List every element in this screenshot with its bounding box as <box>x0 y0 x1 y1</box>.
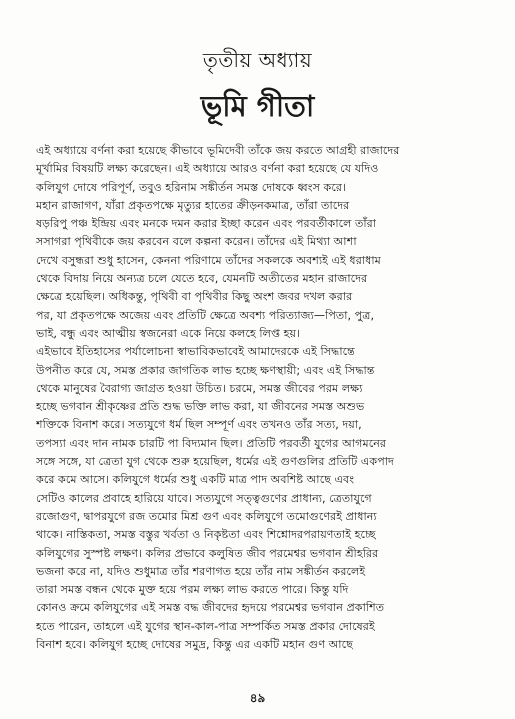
text-line: তপস্যা এবং দান নামক চারটি পা বিদ্যমান ছিল। প্রতিটি পরবর্তী যুগের আগমনের <box>36 436 387 450</box>
text-line: ক্ষেত্রে হয়েছিল। অধিকন্তু, পৃথিবী বা পৃথিবীর কিছু অংশ জবর দখল করার <box>36 290 353 304</box>
chapter-label: তৃতীয় অধ্যায় <box>202 48 313 72</box>
chapter-title: ভূমি গীতা <box>200 89 315 123</box>
paragraph-1 <box>36 142 482 197</box>
text-line: হচ্ছে ভগবান শ্রীকৃষ্ণের প্রতি শুদ্ধ ভক্তি লাভ করা, যা জীবনের সমস্ত অশুভ <box>36 400 365 414</box>
text-line: এই অধ্যায়ে বর্ণনা করা হয়েছে কীভাবে ভূমিদেবী তাঁকে জয় করতে আগ্রহী রাজাদের <box>36 144 400 157</box>
text-line: দেখে বসুন্ধরা শুধু হাসেন, কেননা পরিণামে তাঁদের সকলকে অবশ্যই এই ধরাধাম <box>36 253 381 267</box>
text-line: শক্তিকে বিনাশ করে। সত্যযুগে ধর্ম ছিল সম্পূর্ণ এবং তখনও তাঁর সত্য, দয়া, <box>36 418 362 432</box>
text-line: পর, যা প্রকৃতপক্ষে অজেয় এবং প্রতিটি ক্ষেত্রে অবশ্য পরিত্যাজ্য—পিতা, পুত্র, <box>36 308 375 322</box>
text-line: হতে পারেন, তাহলে এই যুগের স্থান-কাল-পাত্র সম্পর্কিত সমস্ত প্রকার দোষেরই <box>36 619 375 633</box>
paragraph-3 <box>36 343 482 654</box>
text-line: ভাই, বন্ধু এবং আত্মীয় স্বজনেরা একে নিয়ে কলহে লিপ্ত হয়। <box>36 326 301 340</box>
text-line: থেকে বিদায় নিয়ে অন্যত্র চলে যেতে হবে, যেমনটি অতীতের মহান রাজাদের <box>36 272 368 286</box>
text-line: করে কমে আসে। কলিযুগে ধর্মের শুধু একটি মাত্র পাদ অবশিষ্ট আছে এবং <box>36 473 355 487</box>
paragraph-2 <box>36 197 482 343</box>
text-line: তারা সমস্ত বন্ধন থেকে মুক্ত হয়ে পরম লক্ষ্য লাভ করতে পারে। কিন্তু যদি <box>36 583 349 597</box>
text-line: উপনীত করে যে, সমস্ত প্রকার জাগতিক লাভ হচ্ছে ক্ষণস্থায়ী; এবং এই সিদ্ধান্ত <box>36 363 375 377</box>
text-line: কোনও ক্রমে কলিযুগের এই সমস্ত বদ্ধ জীবদের হৃদয়ে পরমেশ্বর ভগবান প্রকাশিত <box>36 601 385 615</box>
page-number: ৪৯ <box>249 691 266 705</box>
text-line: সেটিও কালের প্রবাহে হারিয়ে যাবে। সত্যযুগে সত্ত্বগুণের প্রাধান্য, ত্রেতাযুগে <box>36 491 372 505</box>
text-line: থাকে। নাস্তিকতা, সমস্ত বস্তুর খর্বতা ও নিকৃষ্টতা এবং শিশ্নোদরপরায়ণতাই হচ্ছে <box>36 528 376 542</box>
text-line: মূর্খামির বিষয়টি লক্ষ্য করেছেন। এই অধ্যায়ে আরও বর্ণনা করা হয়েছে যে যদিও <box>36 162 379 176</box>
text-line: ষড়রিপু পঞ্চ ইন্দ্রিয় এবং মনকে দমন করার ইচ্ছা করেন এবং পরবর্তীকালে তাঁরা <box>36 217 377 231</box>
body-text <box>36 142 482 654</box>
text-line: বিনাশ হবে। কলিযুগ হচ্ছে দোষের সমুদ্র, কিন্তু এর একটি মহান গুণ আছে <box>36 638 353 652</box>
text-line: ভজনা করে না, যদিও শুধুমাত্র তাঁর শরণাগত হয়ে তাঁর নাম সঙ্কীর্তন করলেই <box>36 564 366 578</box>
text-line: কলিযুগের সুস্পষ্ট লক্ষণ। কলির প্রভাবে কলুষিত জীব পরমেশ্বর ভগবান শ্রীহরির <box>36 546 379 560</box>
text-line: কলিযুগ দোষে পরিপূর্ণ, তবুও হরিনাম সঙ্কীর্তন সমস্ত দোষকে ধ্বংস করে। <box>36 180 346 194</box>
text-line: মহান রাজাগণ, যাঁরা প্রকৃতপক্ষে মৃত্যুর হাতের ক্রীড়নকমাত্র, তাঁরা তাদের <box>36 198 350 212</box>
text-line: থেকে মানুষের বৈরাগ্য জাগ্রত হওয়া উচিত। চরমে, সমস্ত জীবের পরম লক্ষ্য <box>36 381 363 395</box>
text-line: সসাগরা পৃথিবীকে জয় করবেন বলে কল্পনা করেন। তাঁদের এই মিথ্যা আশা <box>36 235 357 249</box>
text-line: রজোগুণ, দ্বাপরযুগে রজ তমোর মিশ্র গুণ এবং কলিযুগে তমোগুণেরই প্রাধান্য <box>36 509 377 523</box>
text-line: এইভাবে ইতিহাসের পর্যালোচনা স্বাভাবিকভাবেই আমাদেরকে এই সিদ্ধান্তে <box>36 345 355 359</box>
text-line: সঙ্গে সঙ্গে, যা ত্রেতা যুগ থেকে শুরু হয়েছিল, ধর্মের এই গুণগুলির প্রতিটি একপাদ <box>36 455 394 469</box>
